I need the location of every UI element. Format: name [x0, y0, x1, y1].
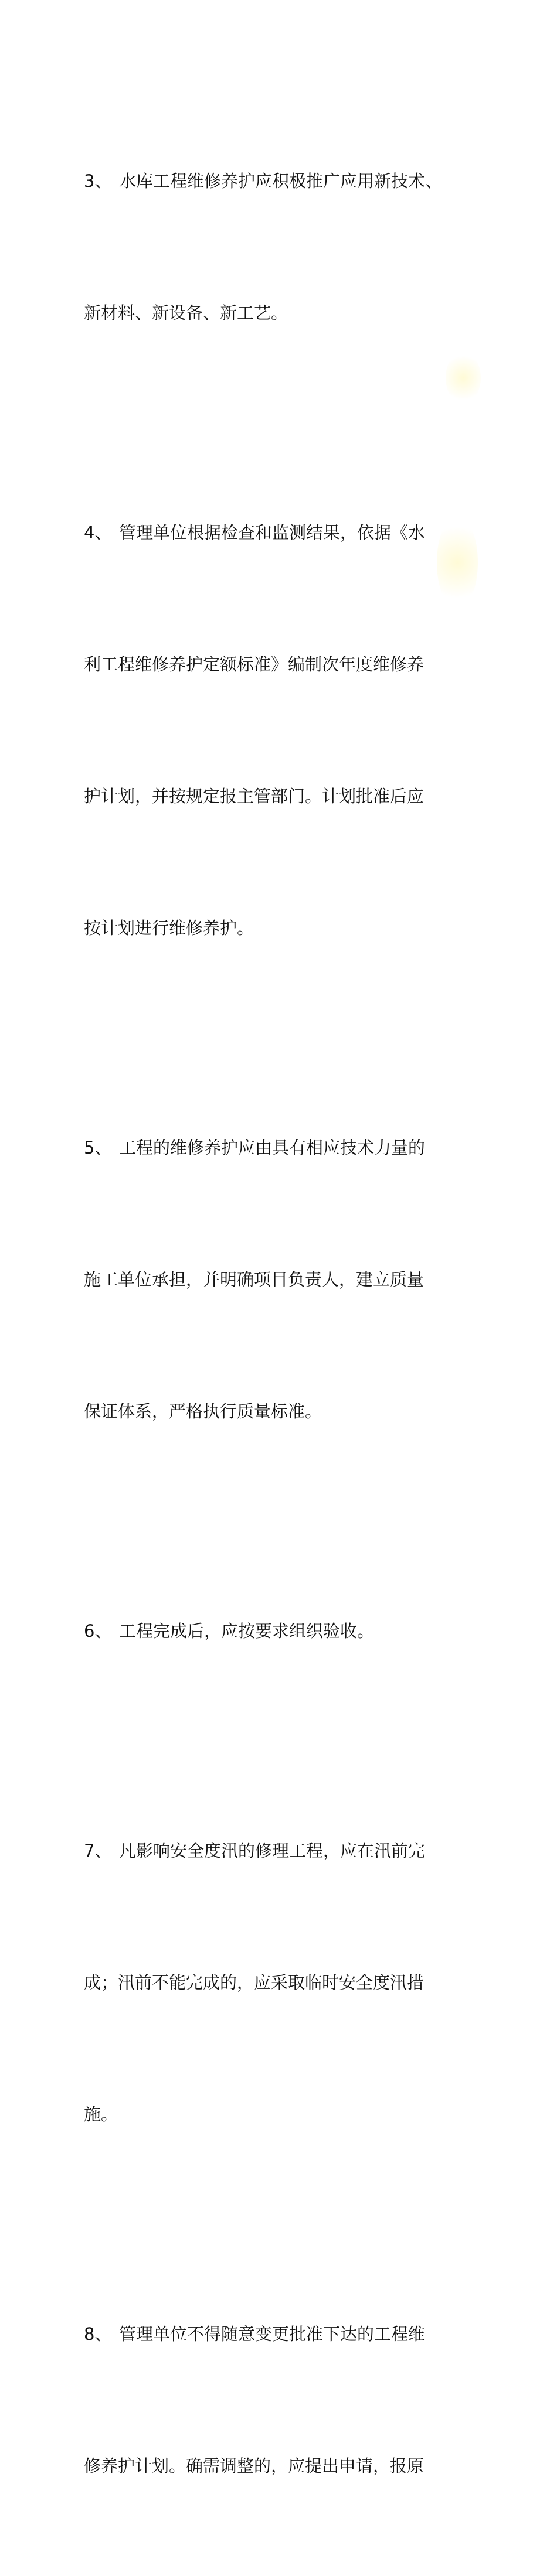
item-number: 8、	[84, 2324, 112, 2344]
item-text-line: 水库工程维修养护应积极推广应用新技术、	[119, 171, 443, 191]
list-item	[84, 1521, 441, 1741]
item-text-line: 工程的维修养护应由具有相应技术力量的	[119, 1138, 426, 1158]
item-text-line: 管理单位不得随意变更批准下达的工程维	[119, 2324, 426, 2344]
item-text-line: 工程完成后，应按要求组织验收。	[119, 1621, 375, 1641]
item-text-line: 成；汛前不能完成的，应采取临时安全度汛措	[84, 1973, 424, 1992]
item-number: 6、	[84, 1621, 112, 1641]
item-number: 3、	[84, 171, 112, 191]
item-number: 4、	[84, 523, 112, 543]
item-text-line: 施。	[84, 2104, 118, 2124]
item-number: 7、	[84, 1841, 112, 1861]
item-text-line: 保证体系，严格执行质量标准。	[84, 1401, 322, 1421]
item-text-line: 新材料、新设备、新工艺。	[84, 303, 288, 323]
item-text-line: 修养护计划。确需调整的，应提出申请，报原	[84, 2456, 424, 2476]
paper-stain	[437, 516, 478, 609]
list-item	[84, 423, 441, 1038]
list-item	[84, 1038, 441, 1521]
document-body	[84, 71, 441, 2576]
item-text-line: 利工程维修养护定额标准》编制次年度维修养	[84, 654, 424, 674]
paper-stain	[446, 352, 481, 404]
item-text-line: 凡影响安全度汛的修理工程，应在汛前完	[119, 1841, 426, 1861]
item-number: 5、	[84, 1138, 112, 1158]
list-item	[84, 2224, 441, 2576]
item-text-line: 按计划进行维修养护。	[84, 918, 254, 938]
item-text-line: 管理单位根据检查和监测结果，依据《水	[119, 523, 426, 543]
item-text-line: 护计划，并按规定报主管部门。计划批准后应	[84, 786, 424, 806]
item-text-line: 施工单位承担，并明确项目负责人，建立质量	[84, 1270, 424, 1289]
list-item	[84, 71, 441, 423]
list-item	[84, 1741, 441, 2224]
